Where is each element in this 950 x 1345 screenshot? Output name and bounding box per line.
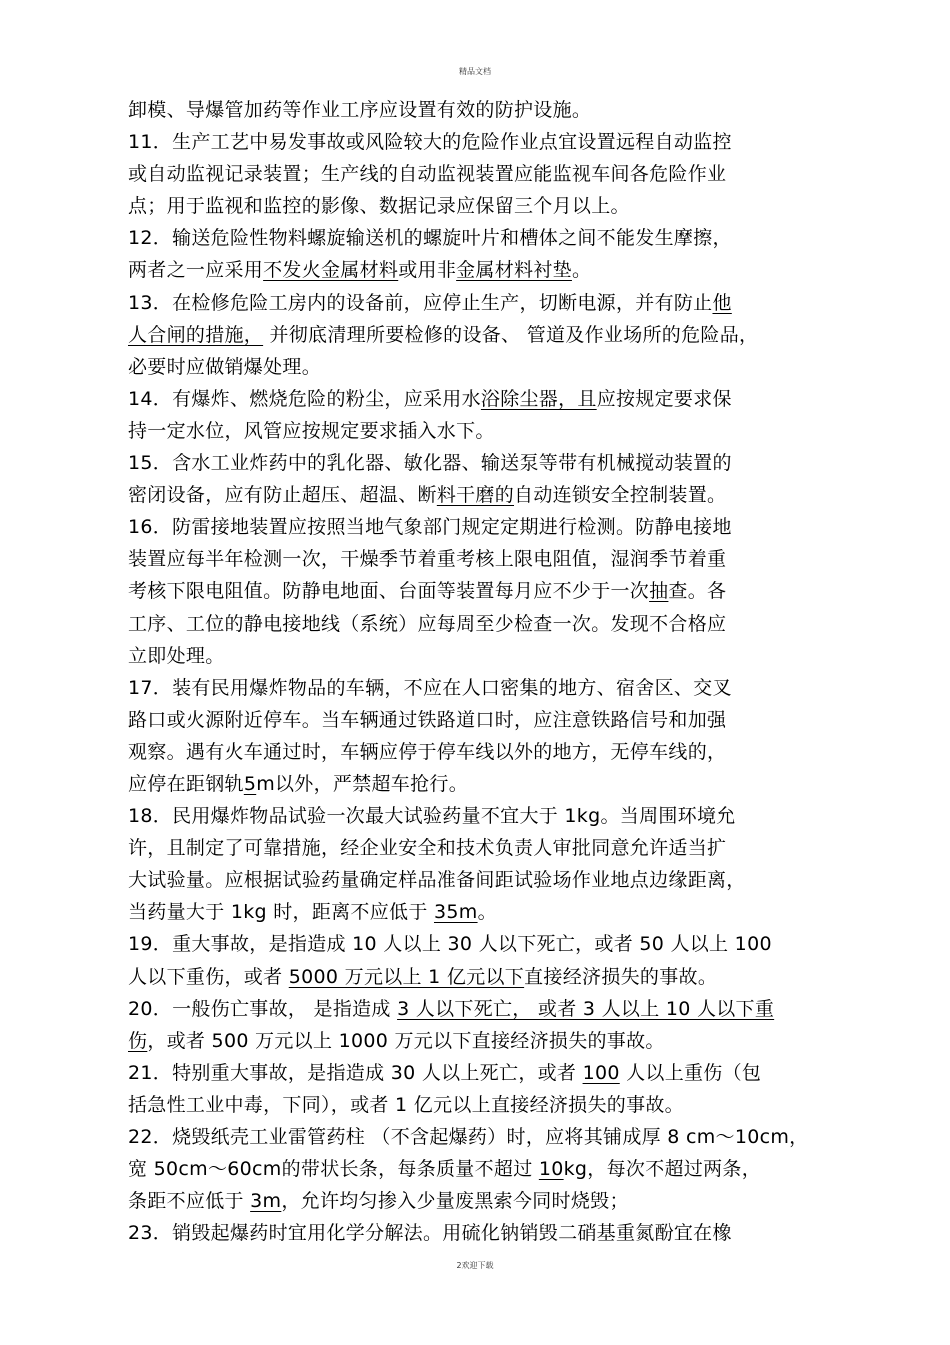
text-run: 考核下限电阻值。防静电地面、台面等装置每月应不少于一次 [128, 580, 650, 603]
text-run: 大试验量。应根据试验药量确定样品准备间距试验场作业地点边缘距离， [128, 869, 746, 892]
text-run: 15．含水工业炸药中的乳化器、敏化器、输送泵等带有机械搅动装置的 [128, 452, 732, 475]
text-run: ，允许均匀掺入少量废黑索今同时烧毁； [281, 1190, 629, 1213]
underlined-answer: 他 [712, 291, 732, 314]
text-line [128, 287, 828, 319]
text-line [128, 800, 828, 832]
text-run: 11．生产工艺中易发事故或风险较大的危险作业点宜设置远程自动监控 [128, 131, 732, 154]
text-line [128, 126, 828, 158]
text-line [128, 222, 828, 254]
text-run: 路口或火源附近停车。当车辆通过铁路道口时，应注意铁路信号和加强 [128, 708, 727, 731]
text-run: 。 [571, 259, 592, 282]
text-line [128, 351, 828, 383]
text-line [128, 1185, 828, 1217]
text-run: 卸模、导爆管加药等作业工序应设置有效的防护设施。 [128, 99, 592, 121]
text-run: 人以上重伤（包 [619, 1061, 762, 1084]
text-line [128, 961, 828, 993]
text-line [128, 672, 828, 704]
text-line [128, 608, 828, 640]
underlined-answer: 伤 [128, 1029, 148, 1052]
text-run: 两者之一应采用 [128, 259, 264, 282]
underlined-answer: 人合闸的措施， [128, 323, 264, 346]
underlined-answer: 3m [250, 1190, 282, 1213]
underlined-answer: 料干磨的 [436, 484, 515, 507]
text-line [128, 575, 828, 607]
text-run: m以外，严禁超车抢行。 [256, 772, 469, 795]
text-run: 应停在距钢轨 [128, 772, 244, 795]
underlined-answer: 3 人以下死亡， 或者 3 人以上 10 人以下重 [397, 997, 775, 1020]
underlined-answer: 100 [582, 1061, 620, 1084]
text-run: kg，每次不超过两条， [563, 1158, 761, 1181]
text-run: 。 [477, 901, 497, 924]
underlined-answer: 5 [243, 772, 257, 795]
text-line [128, 832, 828, 864]
text-run: 直接经济损失的事故。 [524, 965, 718, 988]
underlined-answer: 抽 [649, 580, 669, 603]
text-line [128, 383, 828, 415]
text-run: 或用非 [398, 259, 457, 282]
text-run: 条距不应低于 [128, 1190, 251, 1213]
text-run: 持一定水位，风管应按规定要求插入水下。 [128, 419, 495, 442]
text-line [128, 447, 828, 479]
text-run: 括急性工业中毒，下同），或者 1 亿元以上直接经济损失的事故。 [128, 1093, 684, 1116]
text-run: 22．烧毁纸壳工业雷管药柱 （不含起爆药）时，应将其铺成厚 8 cm～10cm， [128, 1126, 809, 1148]
text-run: 18．民用爆炸物品试验一次最大试验药量不宜大于 1kg。当周围环境允 [128, 805, 736, 828]
text-line [128, 319, 828, 351]
text-line [128, 640, 828, 672]
text-run: 工序、工位的静电接地线（系统）应每周至少检查一次。发现不合格应 [128, 612, 727, 635]
text-line [128, 1153, 828, 1185]
text-line [128, 928, 828, 960]
text-run: 20．一般伤亡事故， 是指造成 [128, 997, 398, 1020]
underlined-answer: 金属材料衬垫 [456, 259, 572, 282]
underlined-answer: 35m [433, 901, 478, 924]
text-run: 自动连锁安全控制装置。 [514, 484, 727, 507]
text-line [128, 736, 828, 768]
text-line [128, 1057, 828, 1089]
underlined-answer: 10 [538, 1158, 564, 1181]
text-line [128, 993, 828, 1025]
text-line [128, 190, 828, 222]
text-run: 19．重大事故，是指造成 10 人以上 30 人以下死亡，或者 50 人以上 100 [128, 933, 772, 956]
text-run: 装置应每半年检测一次，干燥季节着重考核上限电阻值，湿润季节着重 [128, 548, 727, 571]
text-line [128, 864, 828, 896]
text-run: 12．输送危险性物料螺旋输送机的螺旋叶片和槽体之间不能发生摩擦， [128, 227, 732, 250]
text-line [128, 415, 828, 447]
text-line [128, 1121, 828, 1153]
underlined-answer: 浴除尘器，且 [480, 387, 597, 410]
text-run: 14．有爆炸、燃烧危险的粉尘，应采用水 [128, 387, 481, 410]
text-run: 许，且制定了可靠措施，经企业安全和技术负责人审批同意允许适当扩 [128, 837, 727, 860]
text-line [128, 1025, 828, 1057]
text-line [128, 1217, 828, 1249]
text-run: 13．在检修危险工房内的设备前，应停止生产，切断电源，并有防止 [128, 291, 713, 314]
text-line [128, 479, 828, 511]
text-run: 点；用于监视和监控的影像、数据记录应保留三个月以上。 [128, 195, 630, 218]
text-run: 观察。遇有火车通过时，车辆应停于停车线以外的地方，无停车线的， [128, 740, 727, 763]
page-footer: 2欢迎下载 [456, 1261, 494, 1270]
text-run: 21．特别重大事故，是指造成 30 人以上死亡，或者 [128, 1061, 583, 1084]
text-run: 应按规定要求保 [596, 387, 732, 410]
text-run: 16．防雷接地装置应按照当地气象部门规定定期进行检测。防静电接地 [128, 516, 732, 539]
text-line [128, 511, 828, 543]
text-run: 23．销毁起爆药时宜用化学分解法。用硫化钠销毁二硝基重氮酚宜在橡 [128, 1222, 732, 1245]
text-run: ，或者 500 万元以上 1000 万元以下直接经济损失的事故。 [147, 1029, 665, 1052]
text-line [128, 768, 828, 800]
text-run: 宽 50cm～60cm的带状长条，每条质量不超过 [128, 1158, 539, 1181]
text-run: 人以下重伤，或者 [128, 965, 289, 988]
text-run: 当药量大于 1kg 时，距离不应低于 [128, 901, 434, 924]
text-line [128, 254, 828, 286]
text-line [128, 543, 828, 575]
text-line [128, 158, 828, 190]
underlined-answer: 5000 万元以上 1 亿元以下 [288, 965, 525, 988]
text-line [128, 704, 828, 736]
text-run: 查。各 [668, 580, 727, 603]
text-run: 或自动监视记录装置；生产线的自动监视装置应能监视车间各危险作业 [128, 163, 727, 186]
text-run: 必要时应做销爆处理。 [128, 355, 322, 378]
text-run: 17．装有民用爆炸物品的车辆，不应在人口密集的地方、宿舍区、交叉 [128, 676, 732, 699]
text-line [128, 1089, 828, 1121]
text-line [128, 896, 828, 928]
page-header: 精品文档 [459, 67, 491, 76]
text-line [128, 94, 828, 126]
text-run: 密闭设备，应有防止超压、超温、断 [128, 484, 437, 507]
underlined-answer: 不发火金属材料 [263, 259, 399, 282]
text-run: 立即处理。 [128, 644, 225, 667]
text-run: 并彻底清理所要检修的设备、 管道及作业场所的危险品， [263, 323, 759, 346]
document-body [128, 94, 828, 1249]
